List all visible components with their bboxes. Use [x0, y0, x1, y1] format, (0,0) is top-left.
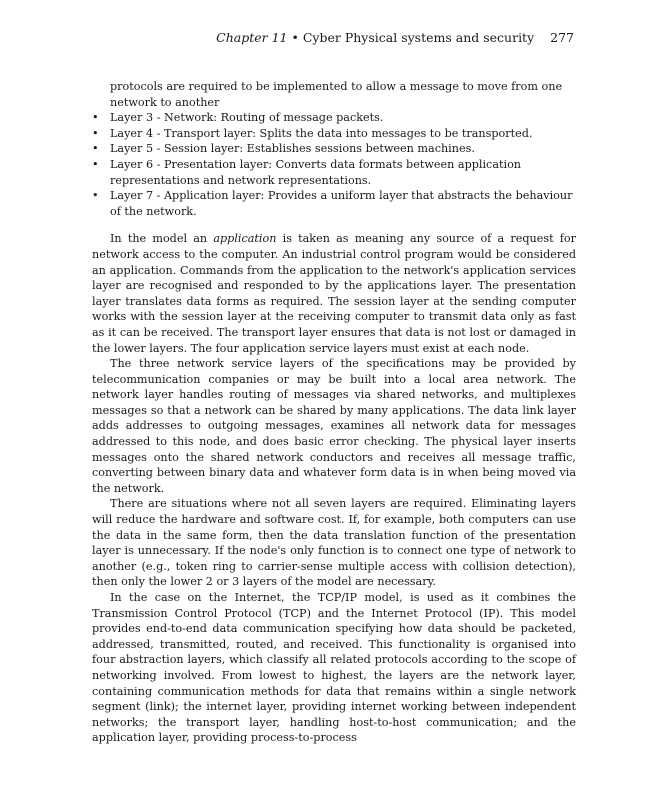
layer-bullet-list — [92, 110, 576, 219]
body-text — [92, 79, 576, 746]
page-number: 277 — [550, 30, 574, 45]
paragraph-tcp-ip: In the case on the Internet, the TCP/IP model, is used as it combines the Transmission Control Protocol (TCP) and the Internet Protocol (IP). This model provides end-to-end data communication specifying how data should be packeted, addressed, transmitted, routed, and received. This functionality is organised into four abstraction layers, which classify all related protocols according to the scope of networking involved. From lowest to highest, the layers are the network layer, containing communication methods for data that remains within a single network segment (link); the internet layer, providing internet working between independent networks; the transport layer, handling host-to-host communication; and the application layer, providing process-to-process — [92, 591, 576, 745]
list-item-text: Layer 7 - Application layer: Provides a uniform layer that abstracts the behaviour of the network. — [110, 189, 573, 218]
running-header — [216, 30, 574, 45]
bullet-icon: • — [92, 157, 99, 171]
bullet-icon: • — [92, 142, 99, 156]
bullet-icon: • — [92, 126, 99, 140]
list-item-text: Layer 4 - Transport layer: Splits the data into messages to be transported. — [110, 126, 533, 140]
list-item — [92, 157, 576, 188]
list-item — [92, 110, 576, 126]
paragraph-text: is taken as meaning any source of a request for network access to the computer. An industrial control program would be considered an application. Commands from the application to the network's application services layer are recognised and responded to by the applications layer. The presentation layer translates data forms as required. The session layer at the sending computer works with the session layer at the receiving computer to transmit data only as fast as it can be received. The transport layer ensures that data is not lost or damaged in the lower layers. The four application service layers must exist at each node. — [92, 232, 576, 355]
chapter-label: Chapter 11 — [216, 30, 288, 45]
emphasis-application: application — [213, 232, 277, 246]
paragraph-text: In the model an — [110, 232, 214, 246]
bullet-icon: • — [92, 111, 99, 125]
paragraph-layer-reduction: There are situations where not all seven layers are required. Eliminating layers will reduce the hardware and software cost. If, for example, both computers can use the data in the same form, then the data translation function of the presentation layer is unnecessary. If the node's only function is to connect one type of network to another (e.g., token ring to carrier-sense multiple access with collision detection), then only the lower 2 or 3 layers of the model are necessary. — [92, 497, 576, 589]
paragraph-application — [92, 231, 576, 356]
list-item — [92, 141, 576, 157]
chapter-title: Cyber Physical systems and security — [302, 30, 535, 45]
list-item-text: Layer 3 - Network: Routing of message packets. — [110, 111, 384, 125]
continuation-text: protocols are required to be implemented to allow a message to move from one network to another — [110, 80, 563, 109]
list-item-text: Layer 6 - Presentation layer: Converts data formats between application representations and network representations. — [110, 157, 522, 187]
list-item — [92, 126, 576, 142]
list-item-text: Layer 5 - Session layer: Establishes sessions between machines. — [110, 142, 475, 156]
paragraph-network-services: The three network service layers of the specifications may be provided by telecommunication companies or may be built into a local area network. The network layer handles routing of messages via shared networks, and multiplexes messages so that a network can be shared by many applications. The data link layer adds addresses to outgoing messages, examines all network data for messages addressed to this node, and does basic error checking. The physical layer inserts messages onto the shared network conductors and receives all message traffic, converting between binary data and whatever form data is in when being moved via the network. — [92, 357, 576, 495]
list-item — [92, 188, 576, 219]
header-separator: • — [291, 30, 299, 45]
bullet-icon: • — [92, 189, 99, 203]
